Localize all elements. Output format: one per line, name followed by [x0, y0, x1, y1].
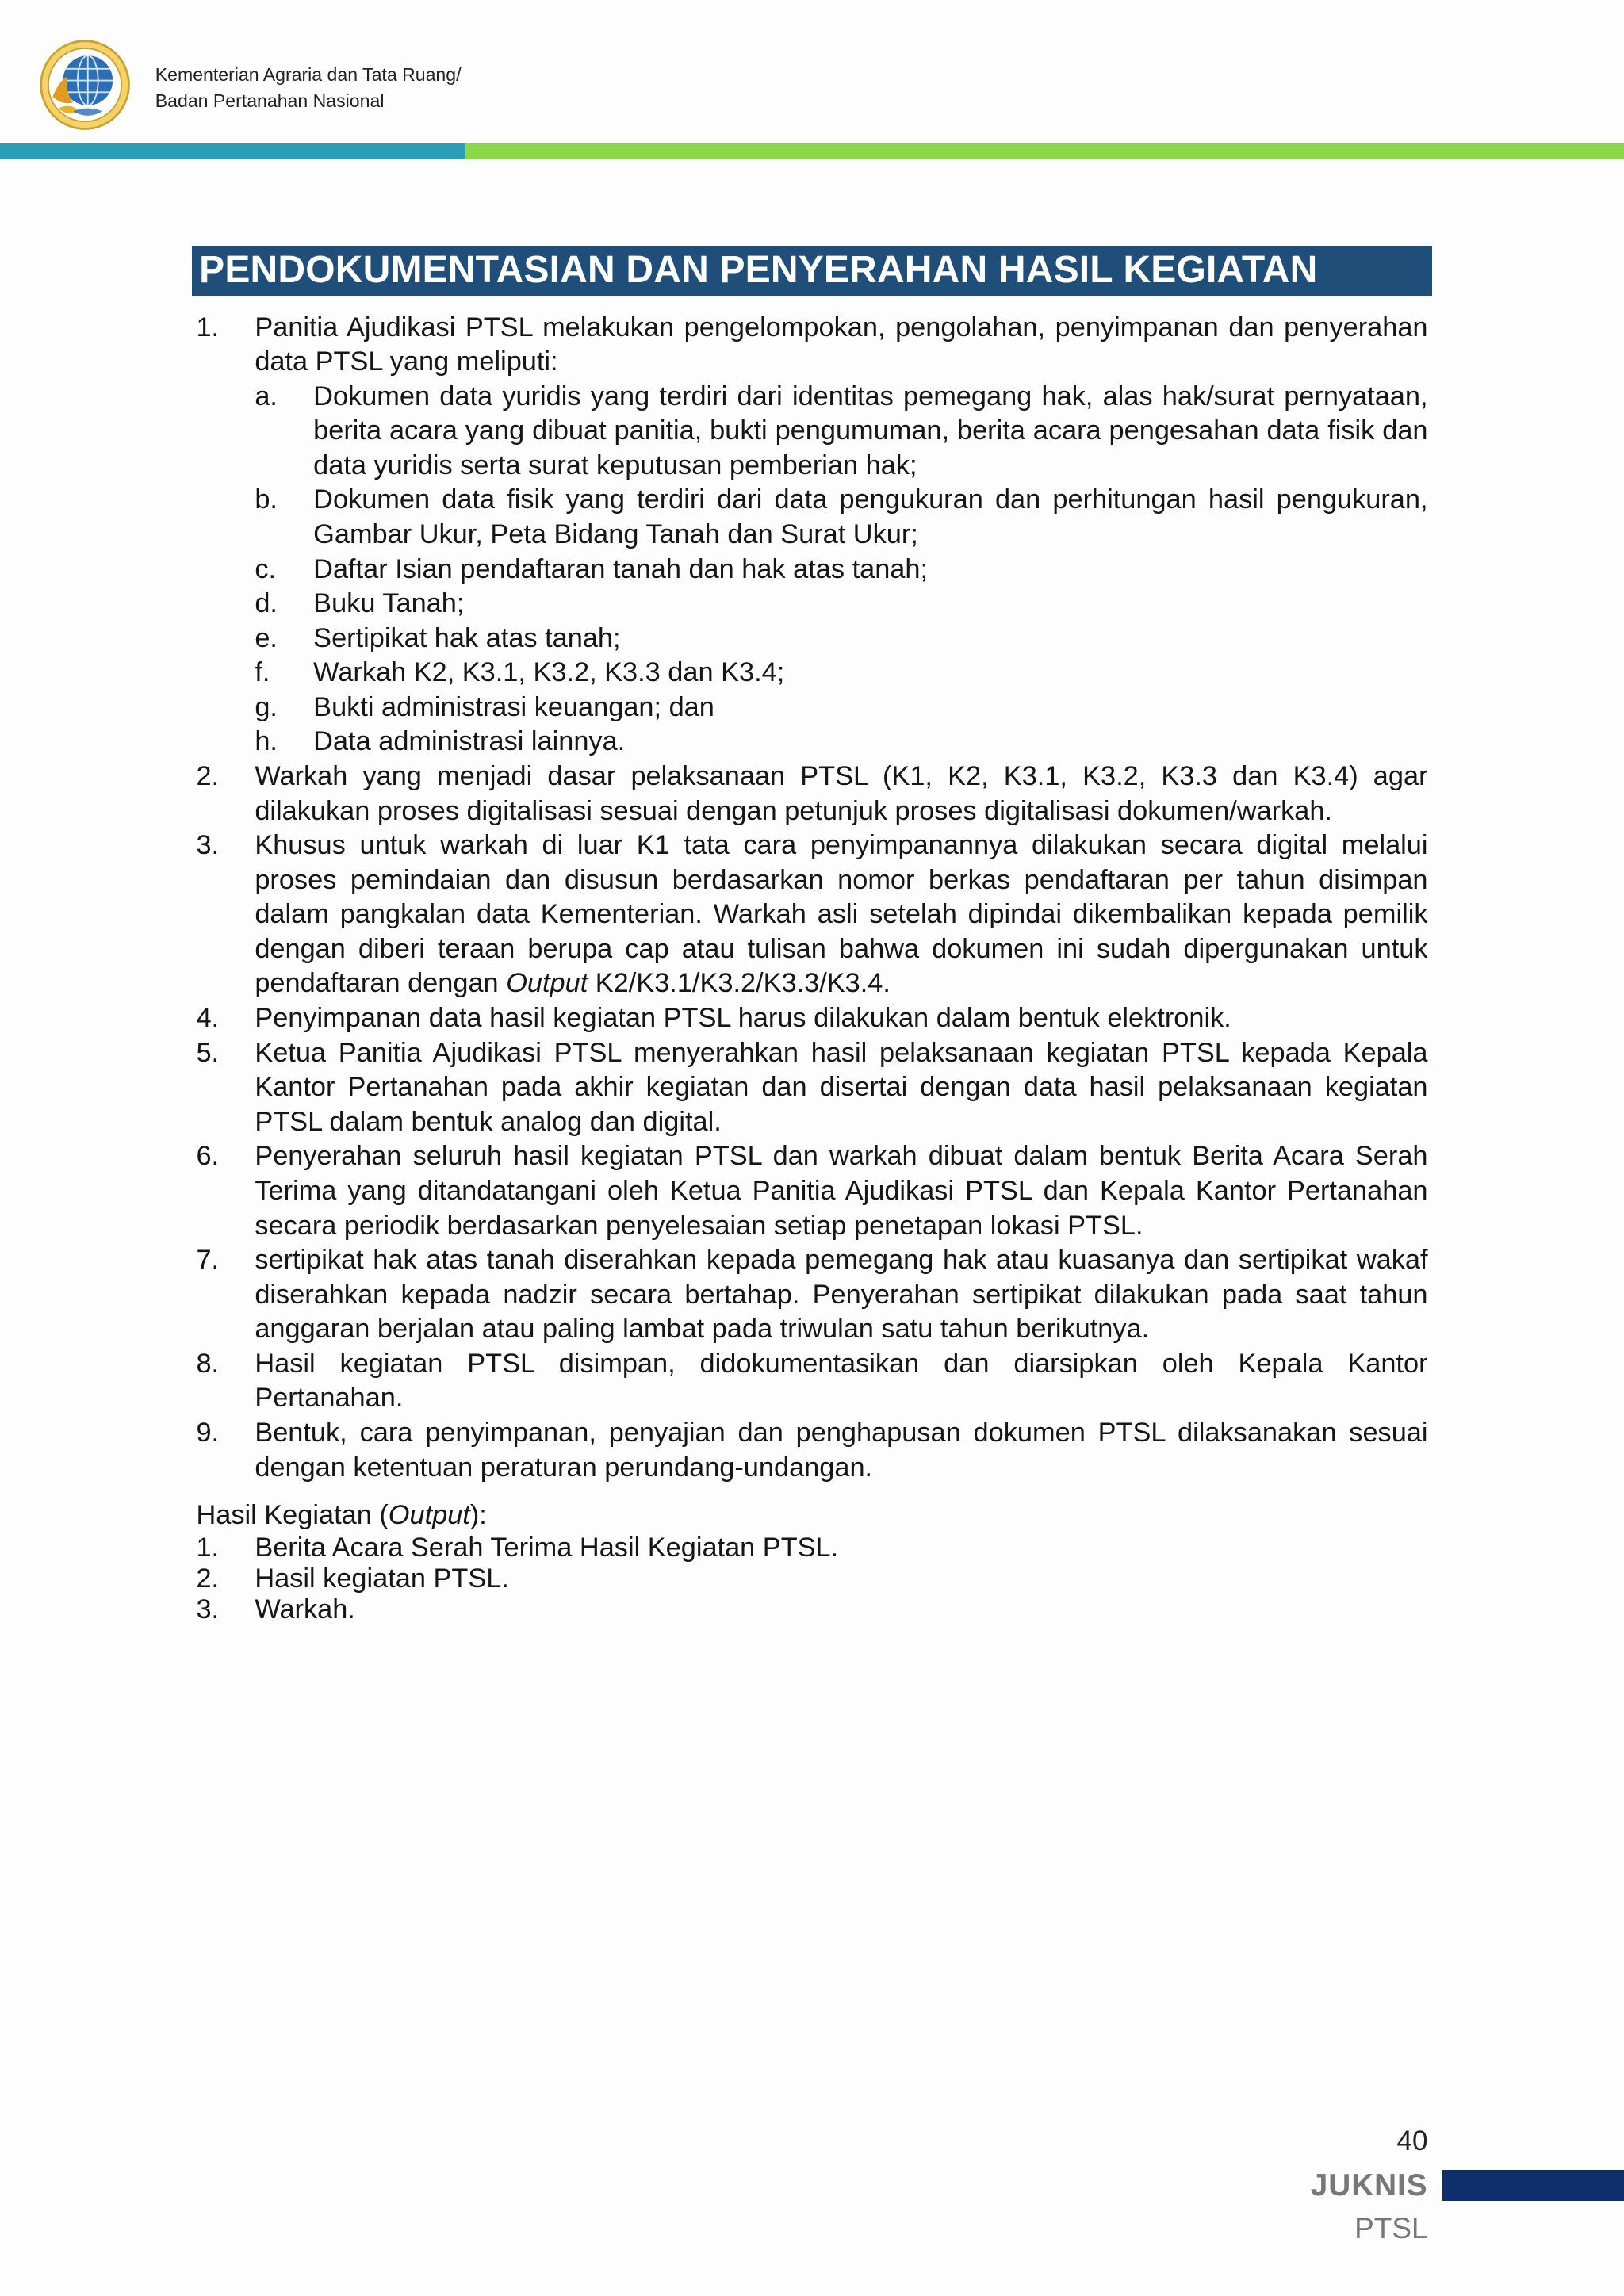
section-content [196, 311, 1427, 1625]
item-number: 4. [196, 1003, 220, 1034]
item-text: sertipikat hak atas tanah diserahkan kepada pemegang hak atau kuasanya dan sertipikat wakaf diserahkan kepada nadzir secara bertahap. Penyerahan sertipikat dilakukan pada saat tahun anggaran berjalan atau paling lambat pada triwulan satu tahun berikutnya. [255, 1245, 1428, 1345]
item-text: Berita Acara Serah Terima Hasil Kegiatan PTSL. [255, 1533, 839, 1563]
list-item [196, 1243, 1427, 1347]
output-list-item [196, 1533, 1427, 1563]
sub-item-text: Sertipikat hak atas tanah; [313, 622, 621, 653]
item-text: Ketua Panitia Ajudikasi PTSL menyerahkan hasil pelaksanaan kegiatan PTSL kepada Kepala Kantor Pertanahan pada akhir kegiatan dan disertai dengan data hasil pelaksanaan kegiatan PTSL dalam bentuk analog dan digital. [255, 1037, 1428, 1137]
item-text: Hasil kegiatan PTSL. [255, 1563, 509, 1594]
item-number: 6. [196, 1141, 220, 1172]
item-text: Hasil kegiatan PTSL disimpan, didokumentasikan dan diarsipkan oleh Kepala Kantor Pertanahan. [255, 1348, 1428, 1414]
output-list-item [196, 1563, 1427, 1594]
item-text: Penyerahan seluruh hasil kegiatan PTSL dan warkah dibuat dalam bentuk Berita Acara Serah Terima yang ditandatangani oleh Ketua Panitia Ajudikasi PTSL dan Kepala Kantor Pertanahan secara periodik berdasarkan penyelesaian setiap penetapan lokasi PTSL. [255, 1141, 1428, 1241]
section-title: PENDOKUMENTASIAN DAN PENYERAHAN HASIL KEGIATAN [192, 246, 1432, 296]
item-text: Khusus untuk warkah di luar K1 tata cara penyimpanannya dilakukan secara digital melalui proses pemindaian dan disusun berdasarkan nomor berkas pendaftaran per tahun disimpan dalam pangkalan data Kementerian. Warkah asli setelah dipindai dikembalikan kepada pemilik dengan diberi teraan berupa cap atau tulisan bahwa dokumen ini sudah dipergunakan untuk pendaftaran dengan [255, 830, 1428, 999]
list-item [196, 828, 1427, 1001]
sub-list-item [255, 691, 1427, 725]
sub-item-text: Dokumen data yuridis yang terdiri dari identitas pemegang hak, alas hak/surat pernyataan, berita acara yang dibuat panitia, bukti pengumuman, berita acara pengesahan data fisik dan data yuridis serta surat keputusan pemberian hak; [313, 381, 1428, 480]
output-heading-prefix: Hasil Kegiatan ( [196, 1499, 389, 1530]
list-item [196, 1036, 1427, 1140]
item-number: 5. [196, 1037, 220, 1068]
output-list-item [196, 1594, 1427, 1625]
agency-line-2: Badan Pertanahan Nasional [155, 90, 385, 111]
sub-item-letter: e. [255, 622, 278, 653]
item-number: 1. [196, 312, 220, 342]
sub-item-text: Data administrasi lainnya. [313, 726, 626, 757]
item-tail-text: K2/K3.1/K3.2/K3.3/K3.4. [595, 968, 891, 999]
sub-list-item [255, 483, 1427, 552]
item-number: 2. [196, 761, 220, 792]
page-number: 40 [1396, 2126, 1428, 2157]
agency-name [155, 62, 462, 114]
sub-item-letter: a. [255, 381, 278, 411]
footer-ptsl-label: PTSL [1354, 2212, 1428, 2245]
list-item [196, 1416, 1427, 1485]
sub-item-letter: b. [255, 484, 278, 515]
item-text: Warkah yang menjadi dasar pelaksanaan PTSL (K1, K2, K3.1, K3.2, K3.3 dan K3.4) agar dilakukan proses digitalisasi sesuai dengan petunjuk proses digitalisasi dokumen/warkah. [255, 761, 1428, 826]
header-band-teal [0, 144, 465, 159]
bpn-logo-icon [38, 38, 132, 132]
item-number: 3. [196, 830, 220, 861]
footer-juknis-label: JUKNIS [1310, 2168, 1428, 2202]
item-text: Bentuk, cara penyimpanan, penyajian dan penghapusan dokumen PTSL dilaksanakan sesuai dengan ketentuan peraturan perundang-undangan. [255, 1418, 1428, 1483]
item-text: Warkah. [255, 1594, 355, 1624]
sub-list-item [255, 656, 1427, 691]
output-heading [196, 1498, 1427, 1533]
output-heading-suffix: ): [469, 1499, 487, 1530]
list-item [196, 760, 1427, 828]
sub-list [255, 380, 1427, 760]
list-item [196, 311, 1427, 760]
header-band-green [465, 144, 1624, 159]
item-number: 7. [196, 1245, 220, 1276]
item-number: 3. [196, 1594, 220, 1624]
sub-item-letter: d. [255, 588, 278, 619]
sub-item-text: Bukti administrasi keuangan; dan [313, 691, 714, 722]
sub-list-item [255, 725, 1427, 760]
list-item [196, 1001, 1427, 1036]
item-text: Penyimpanan data hasil kegiatan PTSL harus dilakukan dalam bentuk elektronik. [255, 1003, 1231, 1034]
sub-list-item [255, 622, 1427, 656]
sub-item-text: Buku Tanah; [313, 588, 465, 619]
item-italic-text: Output [506, 968, 596, 999]
sub-item-letter: f. [255, 657, 270, 688]
sub-list-item [255, 587, 1427, 622]
sub-list-item [255, 380, 1427, 484]
item-text: Panitia Ajudikasi PTSL melakukan pengelompokan, pengolahan, penyimpanan dan penyerahan data PTSL yang meliputi: [255, 312, 1428, 377]
sub-item-text: Dokumen data fisik yang terdiri dari data pengukuran dan perhitungan hasil pengukuran, Gambar Ukur, Peta Bidang Tanah dan Surat Ukur; [313, 484, 1428, 549]
sub-item-text: Daftar Isian pendaftaran tanah dan hak atas tanah; [313, 553, 929, 584]
output-heading-italic: Output [388, 1499, 470, 1530]
sub-item-letter: g. [255, 691, 278, 722]
item-number: 9. [196, 1418, 220, 1448]
item-number: 1. [196, 1533, 220, 1563]
agency-line-1: Kementerian Agraria dan Tata Ruang/ [155, 63, 462, 85]
sub-item-text: Warkah K2, K3.1, K3.2, K3.3 dan K3.4; [313, 657, 785, 688]
sub-list-item [255, 553, 1427, 587]
footer-bar [1442, 2170, 1624, 2201]
list-item [196, 1347, 1427, 1416]
item-number: 8. [196, 1348, 220, 1379]
sub-item-letter: h. [255, 726, 278, 757]
list-item [196, 1139, 1427, 1243]
item-number: 2. [196, 1563, 220, 1594]
sub-item-letter: c. [255, 553, 277, 584]
